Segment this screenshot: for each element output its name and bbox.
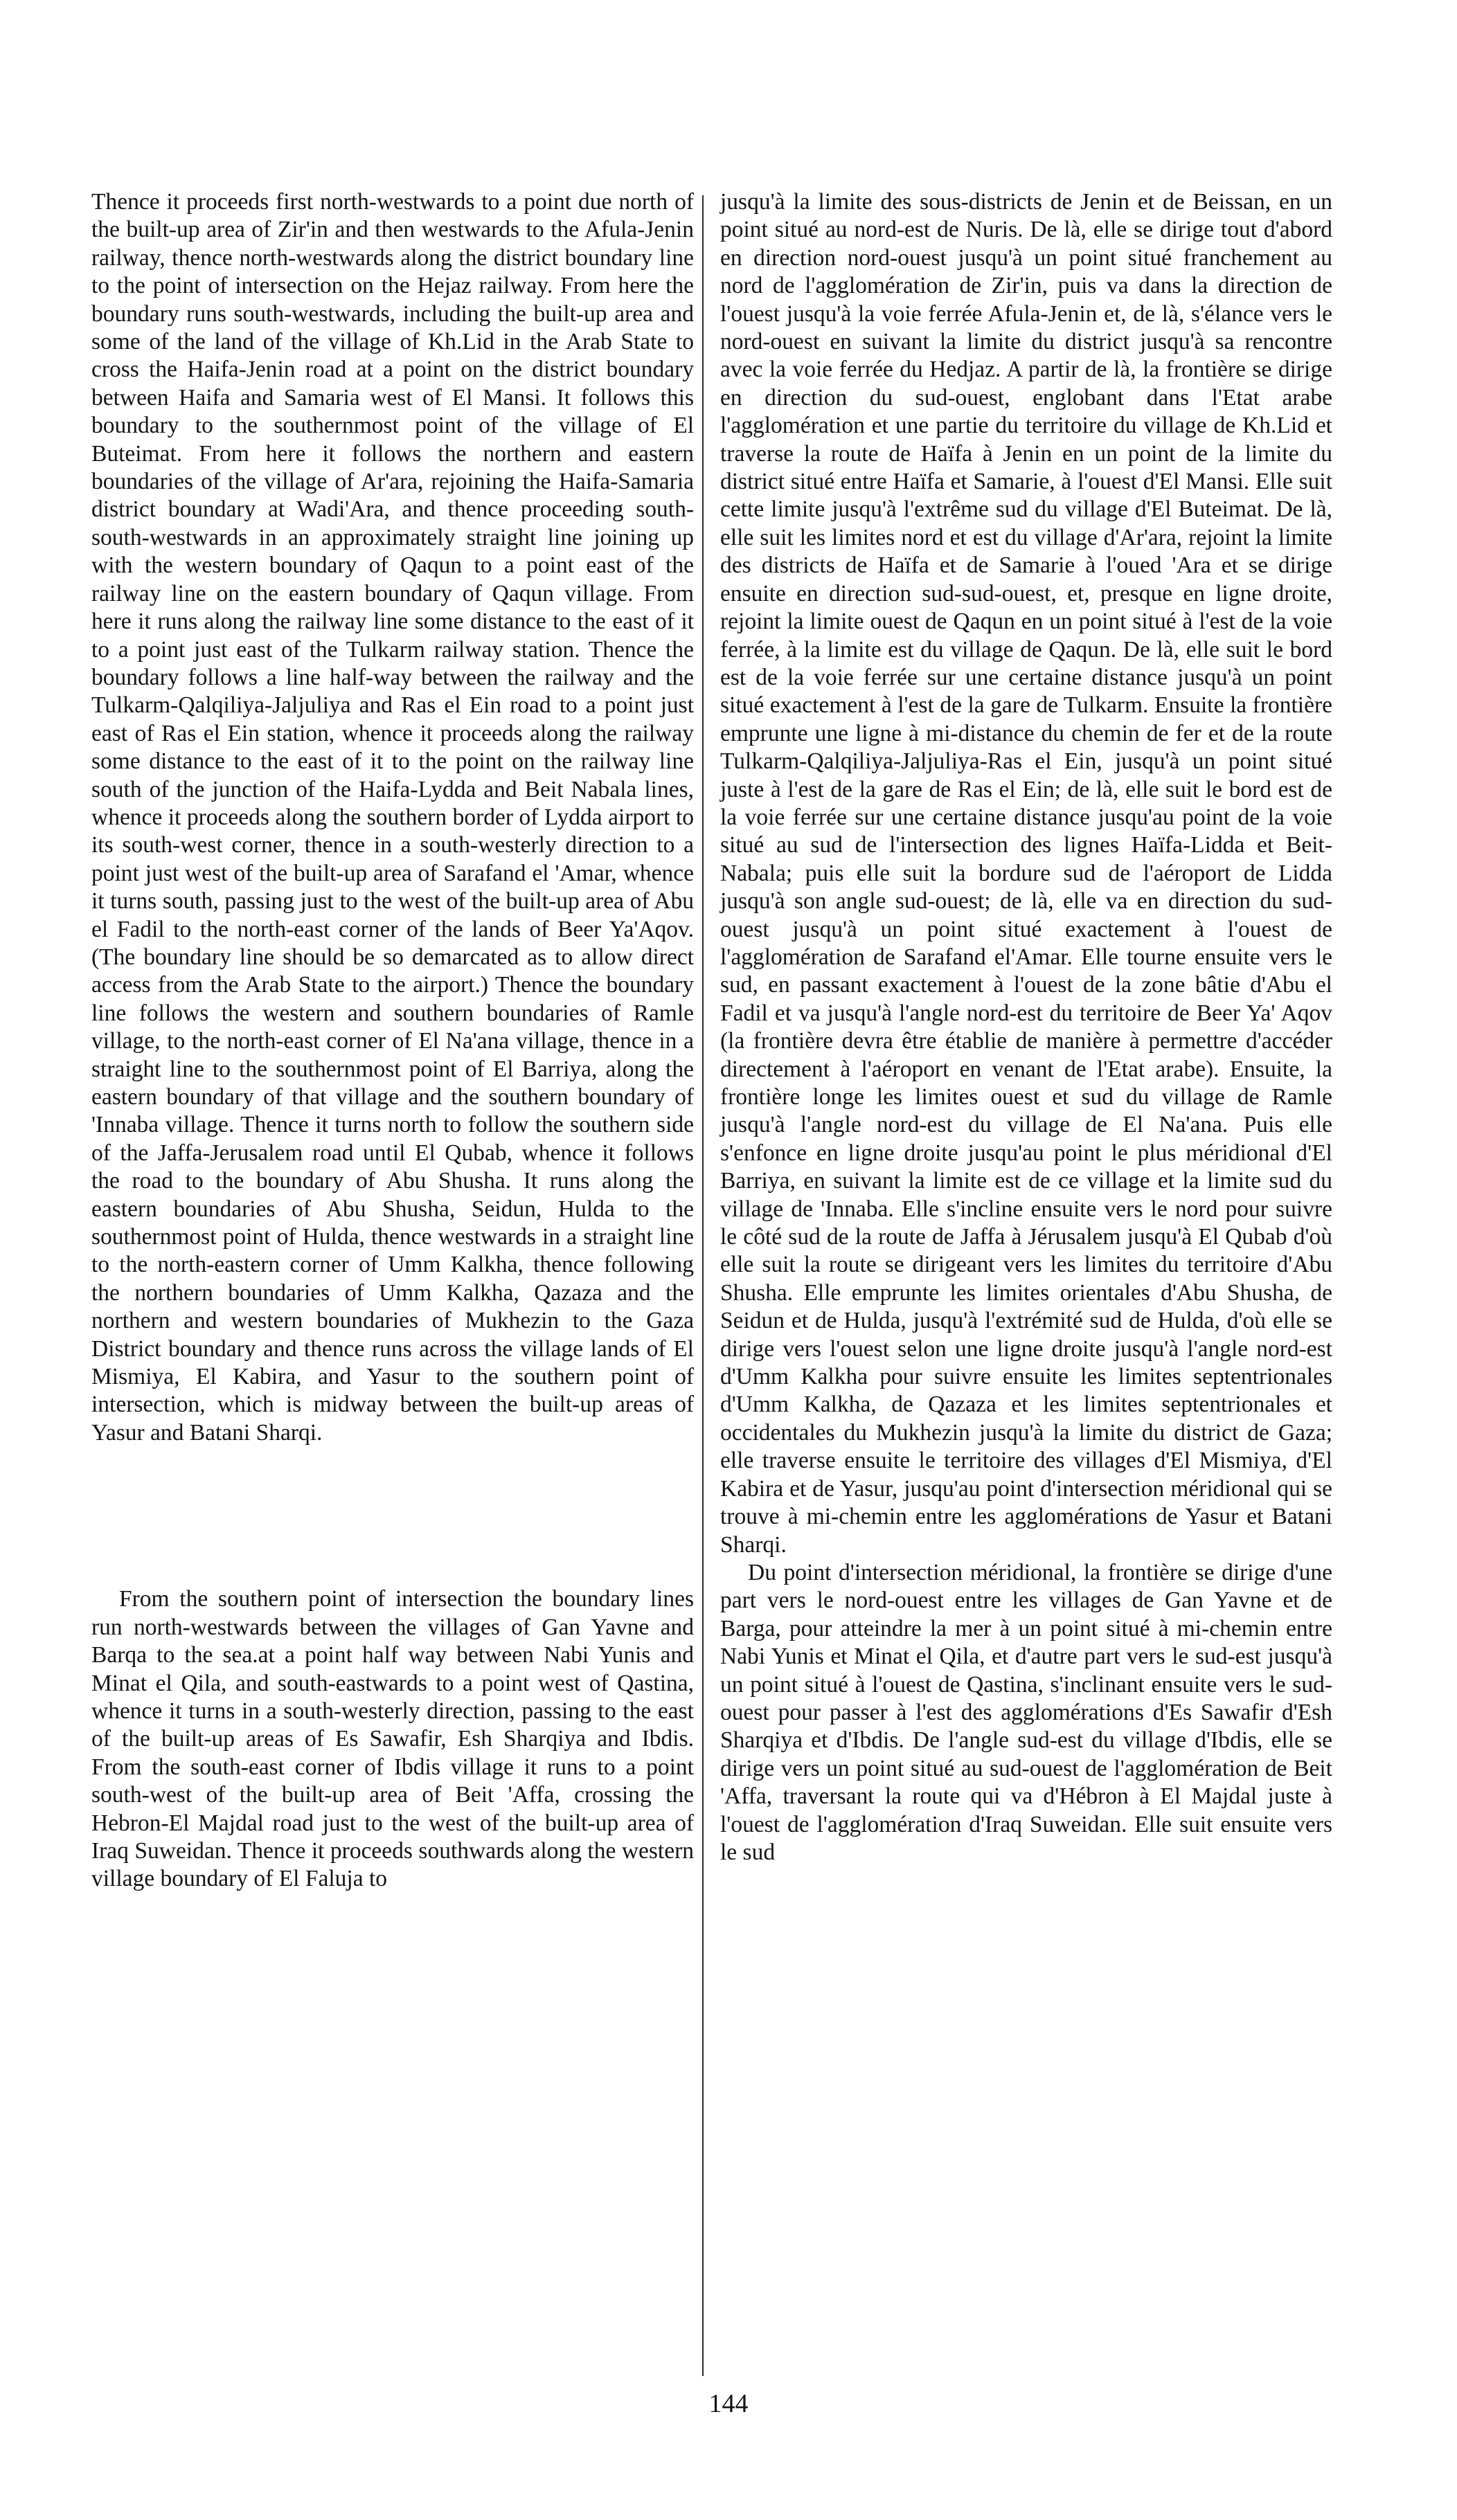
english-paragraph-2: From the southern point of intersection the boundary lines run north-westwards between the villages of Gan Yavne and Barqa to the sea.at a point half way between Nabi Yunis and Minat el Qila, and south-eastwards to a point west of Qastina, whence it turns in a south-westerly direction, passing to the east of the built-up areas of Es Sawafir, Esh Sharqiya and Ibdis. From the south-east corner of Ibdis village it runs to a point south-west of the built-up area of Beit 'Affa, crossing the Hebron-El Majdal road just to the west of the built-up area of Iraq Suweidan. Thence it proceeds southwards along the western village boundary of El Faluja to xyxy=(91,1586,694,1892)
french-paragraph-1: jusqu'à la limite des sous-districts de Jenin et de Beissan, en un point situé au nord-est de Nuris. De là, elle se dirige tout d'abord en direction nord-ouest jusqu'à un point situé franchement au nord de l'agglomération de Zir'in, puis va dans la direction de l'ouest jusqu'à la voie ferrée Afula-Jenin et, de là, s'élance vers le nord-ouest en suivant la limite du district jusqu'à sa rencontre avec la voie ferrée du Hedjaz. A partir de là, la frontière se dirige en direction du sud-ouest, englobant dans l'Etat arabe l'agglomération et une partie du territoire du village de Kh.Lid et traverse la route de Haïfa à Jenin en un point de la limite du district situé entre Haïfa et Samarie, à l'ouest d'El Mansi. Elle suit cette limite jusqu'à l'extrême sud du village d'El Buteimat. De là, elle suit les limites nord et est du village d'Ar'ara, rejoint la limite des districts de Haïfa et de Samarie à l'oued 'Ara et se dirige ensuite en direction sud-sud-ouest, et, presque en ligne droite, rejoint la limite ouest de Qaqun en un point situé à l'est de la voie ferrée, à la limite est du village de Qaqun. De là, elle suit le bord est de la voie ferrée sur une certaine distance jusqu'à un point situé exactement à l'est de la gare de Tulkarm. Ensuite la frontière emprunte une ligne à mi-distance du chemin de fer et de la route Tulkarm-Qalqiliya-Jaljuliya-Ras el Ein, jusqu'à un point situé juste à l'est de la gare de Ras el Ein; de là, elle suit le bord est de la voie ferrée sur une certaine distance jusqu'au point de la voie situé au sud de l'intersection des lignes Haïfa-Lidda et Beit-Nabala; puis elle suit la bordure sud de l'aéroport de Lidda jusqu'à son angle sud-ouest; de là, elle va en direction du sud-ouest jusqu'à un point situé exactement à l'ouest de l'agglomération de Sarafand el'Amar. Elle tourne ensuite vers le sud, en passant exactement à l'ouest de la zone bâtie d'Abu el Fadil et va jusqu'à l'angle nord-est du territoire de Beer Ya' Aqov (la frontière devra être établie de manière à permettre d'accéder directement à l'aéroport en venant de l'Etat arabe). Ensuite, la frontière longe les limites ouest et sud du village de Ramle jusqu'à l'angle nord-est du village de El Na'ana. Puis elle s'enfonce en ligne droite jusqu'au point le plus méridional d'El Barriya, en suivant la limite est de ce village et la limite sud du village de 'Innaba. Elle s'incline ensuite vers le nord pour suivre le côté sud de la route de Jaffa à Jérusalem jusqu'à El Qubab d'où elle suit la route se dirigeant vers les limites du territoire d'Abu Shusha. Elle emprunte les limites orientales d'Abu Shusha, de Seidun et de Hulda, jusqu'à l'extrémité sud de Hulda, d'où elle se dirige vers l'ouest selon une ligne droite jusqu'à l'angle nord-est d'Umm Kalkha pour suivre ensuite les limites septentrionales d'Umm Kalkha, de Qazaza et les limites septentrionales et occidentales du Mukhezin jusqu'à la limite du district de Gaza; elle traverse ensuite le territoire des villages d'El Mismiya, d'El Kabira et de Yasur, jusqu'au point d'intersection méridional qui se trouve à mi-chemin entre les agglomérations de Yasur et Batani Sharqi. xyxy=(720,189,1332,1558)
column-divider xyxy=(702,195,704,2376)
french-column xyxy=(720,188,1332,1866)
english-paragraph-1: Thence it proceeds first north-westwards to a point due north of the built-up area of Zir'in and then westwards to the Afula-Jenin railway, thence north-westwards along the district boundary line to the point of intersection on the Hejaz railway. From here the boundary runs south-westwards, including the built-up area and some of the land of the village of Kh.Lid in the Arab State to cross the Haifa-Jenin road at a point on the district boundary between Haifa and Samaria west of El Mansi. It follows this boundary to the southernmost point of the village of El Buteimat. From here it follows the northern and eastern boundaries of the village of Ar'ara, rejoining the Haifa-Samaria district boundary at Wadi'Ara, and thence proceeding south-south-westwards in an approximately straight line joining up with the western boundary of Qaqun to a point east of the railway line on the eastern boundary of Qaqun village. From here it runs along the railway line some distance to the east of it to a point just east of the Tulkarm railway station. Thence the boundary follows a line half-way between the railway and the Tulkarm-Qalqiliya-Jaljuliya and Ras el Ein road to a point just east of Ras el Ein station, whence it proceeds along the railway some distance to the east of it to the point on the railway line south of the junction of the Haifa-Lydda and Beit Nabala lines, whence it proceeds along the southern border of Lydda airport to its south-west corner, thence in a south-westerly direction to a point just west of the built-up area of Sarafand el 'Amar, whence it turns south, passing just to the west of the built-up area of Abu el Fadil to the north-east corner of the lands of Beer Ya'Aqov. (The boundary line should be so demarcated as to allow direct access from the Arab State to the airport.) Thence the boundary line follows the western and southern boundaries of Ramle village, to the north-east corner of El Na'ana village, thence in a straight line to the southernmost point of El Barriya, along the eastern boundary of that village and the southern boundary of 'Innaba village. Thence it turns north to follow the southern side of the Jaffa-Jerusalem road until El Qubab, whence it follows the road to the boundary of Abu Shusha. It runs along the eastern boundaries of Abu Shusha, Seidun, Hulda to the southernmost point of Hulda, thence westwards in a straight line to the north-eastern corner of Umm Kalkha, thence following the northern boundaries of Umm Kalkha, Qazaza and the northern and western boundaries of Mukhezin to the Gaza District boundary and thence runs across the village lands of El Mismiya, El Kabira, and Yasur to the southern point of intersection, which is midway between the built-up areas of Yasur and Batani Sharqi. xyxy=(91,189,694,1446)
page-number: 144 xyxy=(708,2389,749,2418)
english-column xyxy=(91,188,694,1893)
french-paragraph-2: Du point d'intersection méridional, la frontière se dirige d'une part vers le nord-ouest entre les villages de Gan Yavne et de Barga, pour atteindre la mer à un point situé à mi-chemin entre Nabi Yunis et Minat el Qila, et d'autre part vers le sud-est jusqu'à un point situé à l'ouest de Qastina, s'inclinant ensuite vers le sud-ouest pour passer à l'est des agglomérations d'Es Sawafir d'Esh Sharqiya et d'Ibdis. De l'angle sud-est du village d'Ibdis, elle se dirige vers un point situé au sud-ouest de l'agglomération de Beit 'Affa, traversant la route qui va d'Hébron à El Majdal juste à l'ouest de l'agglomération d'Iraq Suweidan. Elle suit ensuite vers le sud xyxy=(720,1559,1332,1865)
